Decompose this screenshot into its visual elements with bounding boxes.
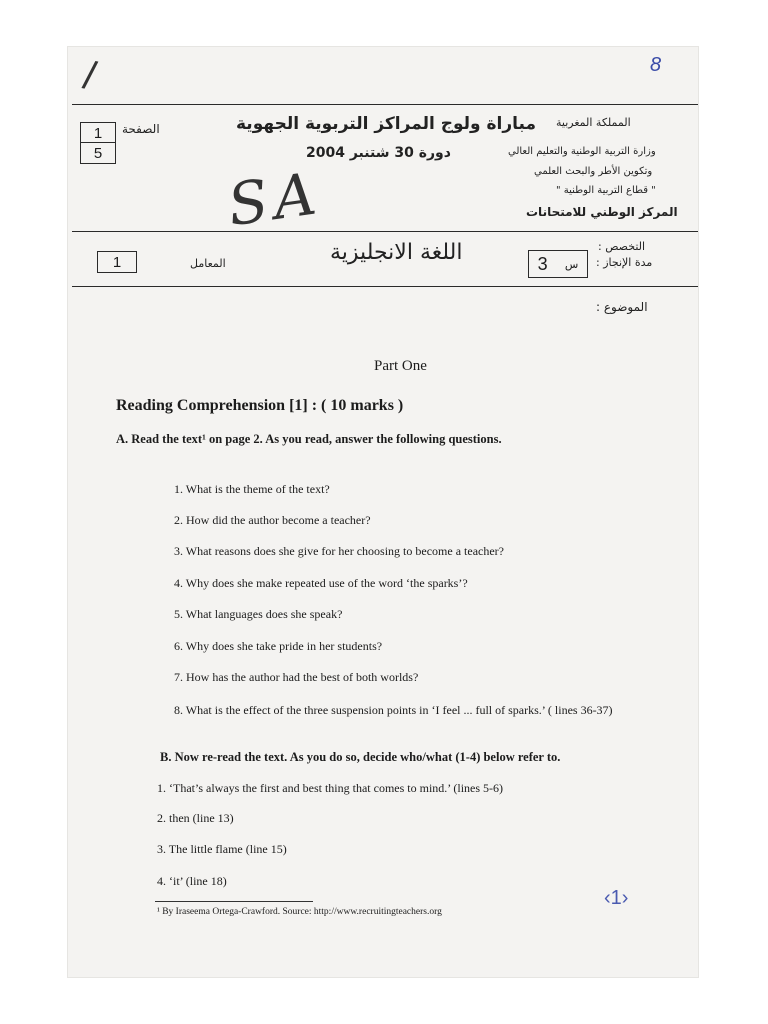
page-total-box: [80, 142, 116, 164]
duration-value: 3: [537, 253, 548, 274]
subject-title: اللغة الانجليزية: [330, 240, 463, 265]
kingdom-name: المملكة المغربية: [556, 116, 631, 129]
coefficient-value: 1: [112, 253, 122, 271]
question-5: 5. What languages does she speak?: [174, 607, 343, 621]
footnote-rule: [155, 901, 313, 902]
question-7: 7. How has the author had the best of both worlds?: [174, 670, 419, 684]
exam-title: مباراة ولوج المراكز التربوية الجهوية: [236, 114, 536, 134]
page-number: 1: [93, 124, 103, 142]
coefficient-label: المعامل: [190, 257, 226, 270]
exam-center: المركز الوطني للامتحانات: [526, 205, 678, 219]
duration-label: مدة الإنجاز :: [596, 256, 653, 269]
question-2: 2. How did the author become a teacher?: [174, 513, 371, 527]
instruction-b: B. Now re-read the text. As you do so, decide who/what (1-4) below refer to.: [160, 750, 561, 764]
reference-1: 1. ‘That’s always the first and best thing that comes to mind.’ (lines 5-6): [157, 781, 504, 795]
question-4: 4. Why does she make repeated use of the word ‘the sparks’?: [174, 576, 468, 590]
page-label: الصفحة: [122, 122, 160, 136]
question-8: 8. What is the effect of the three suspension points in ‘I feel ... full of sparks.’ ( lines 36-37): [174, 703, 613, 717]
duration-box: [528, 250, 588, 278]
question-1: 1. What is the theme of the text?: [174, 482, 330, 496]
part-title: Part One: [374, 358, 427, 374]
ministry-name-2: وتكوين الأطر والبحث العلمي: [534, 166, 653, 177]
ministry-name: وزارة التربية الوطنية والتعليم العالي: [508, 146, 656, 157]
header-mid-rule: [72, 231, 698, 232]
reference-3: 3. The little flame (line 15): [157, 842, 287, 856]
question-3: 3. What reasons does she give for her choosing to become a teacher?: [174, 544, 504, 558]
footnote: ¹ By Iraseema Ortega-Crawford. Source: http://www.recruitingteachers.org: [157, 907, 442, 917]
specialty-label: التخصص :: [598, 240, 646, 253]
coefficient-box: [97, 251, 137, 273]
reference-4: 4. ‘it’ (line 18): [157, 874, 227, 888]
header-bottom-rule: [72, 286, 698, 287]
page-mark-right: 8: [650, 54, 662, 76]
duration-unit: س: [564, 257, 579, 271]
exam-session: دورة 30 شتنبر 2004: [306, 145, 451, 161]
page-total: 5: [93, 144, 103, 162]
sector-name: " قطاع التربية الوطنية ": [556, 185, 656, 196]
question-6: 6. Why does she take pride in her students?: [174, 639, 383, 653]
section-title: Reading Comprehension [1] : ( 10 marks ): [116, 397, 404, 414]
topic-label: الموضوع :: [596, 300, 648, 314]
header-top-rule: [72, 104, 698, 105]
page-mark-left: /: [79, 53, 100, 99]
instruction-a: A. Read the text¹ on page 2. As you read, answer the following questions.: [116, 432, 502, 446]
handwritten-signature: SA: [223, 158, 326, 240]
handwritten-page-number: ‹1›: [604, 887, 629, 909]
page-number-box: [80, 122, 116, 143]
reference-2: 2. then (line 13): [157, 811, 234, 825]
